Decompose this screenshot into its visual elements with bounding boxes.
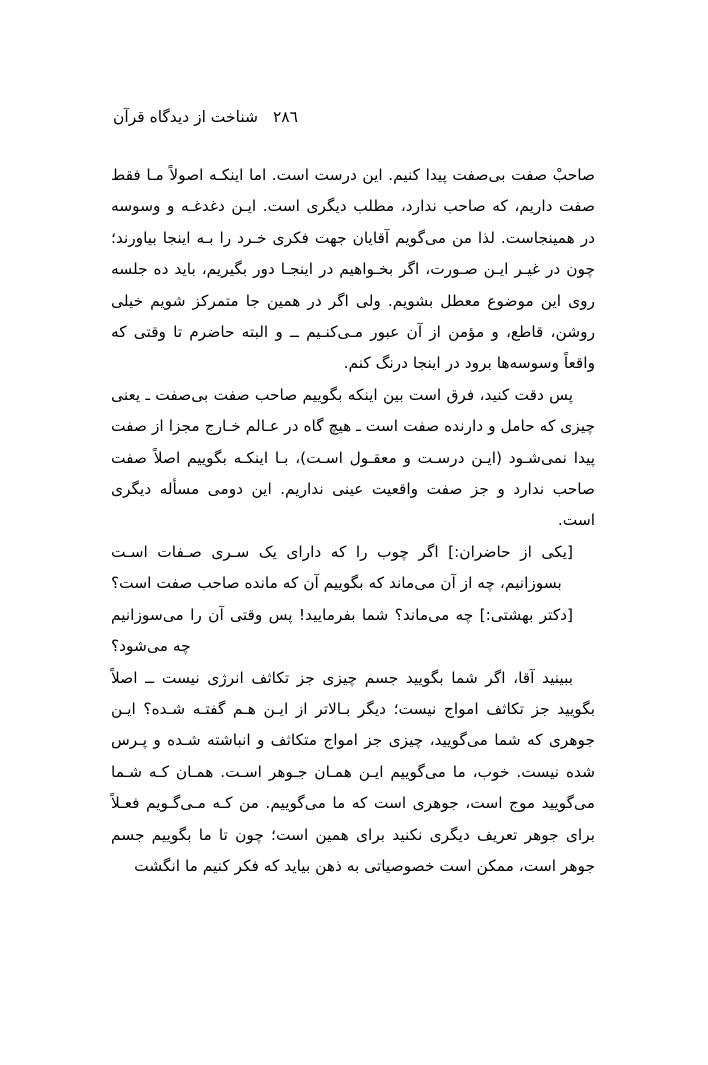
paragraph-4: [دکتر بهشتی:] چه می‌ماند؟ شما بفرمایید! پس وقتی آن را می‌سوزانیم چه می‌شود؟: [111, 605, 573, 656]
page-number: ٢٨٦: [272, 108, 298, 126]
running-title: شناخت از دیدگاه قرآن: [113, 108, 258, 126]
page-body: [111, 160, 595, 882]
page-header: [113, 108, 595, 126]
paragraph-5: ببینید آقا، اگر شما بگویید جسم چیزی جز تکاثف انرژی نیست ــ اصلاً بگویید جز تکاثف امواج نیست؛ دیگر بـالاتر از ایـن هـم گفتـه شـده؟ ایـن جوهری که شما می‌گویید، چیزی جز امواج متکاثف و انباشته شـده و پـرس شده نیست. خوب، ما می‌گوییم ایـن همـان جـوهر اسـت. همـان کـه شـما می‌گویید موج است، جوهری است که ما می‌گوییم. من کـه مـی‌گـویم فعـلاً برای جوهر تعریف دیگری نکنید برای همین است؛ چون تا ما بگوییم جسم جوهر است، ممکن است خصوصیاتی به ذهن بیاید که فکر کنیم ما انگشت: [111, 668, 595, 875]
paragraph-3: [یکی از حاضران:] اگر چوب را که دارای یک سـری صـفات اسـت بسوزانیم، چه از آن می‌ماند که بگوییم آن که مانده صاحب صفت است؟: [111, 542, 573, 593]
paragraph-1: صاحبْ صفت بی‌صفت پیدا کنیم. این درست است. اما اینکـه اصولاً مـا فقط صفت داریم، که صاحب ندارد، مطلب دیگری است. ایـن دغدغـه و وسوسه در همینجاست. لذا من می‌گویم آقایان جهت فکری خـرد را بـه اینجا بیاورند؛ چون در غیـر ایـن صـورت، اگر بخـواهیم در اینجـا دور بگیریم، باید ده جلسه روی این موضوع معطل بشویم. ولی اگر در همین جا متمرکز شویم خیلی روشن، قاطع، و مؤمن از آن عبور مـی‌کنـیم ــ و البته حاضرم تا وقتی که واقعاً وسوسه‌ها برود در اینجا درنگ کنم.: [111, 166, 595, 373]
paragraph-2: پس دقت کنید، فرق است بین اینکه بگوییم صاحب صفت بی‌صفت ـ یعنی چیزی که حامل و دارنده صفت است ـ هیچ گاه در عـالم خـارج مجزا از صفت پیدا نمی‌شـود (ایـن درسـت و معقـول اسـت)، بـا اینکـه بگوییم اصلاً صفت صاحب ندارد و جز صفت واقعیت عینی نداریم. این دومی مسأله دیگری است.: [111, 385, 595, 530]
header-inner: [113, 108, 298, 126]
